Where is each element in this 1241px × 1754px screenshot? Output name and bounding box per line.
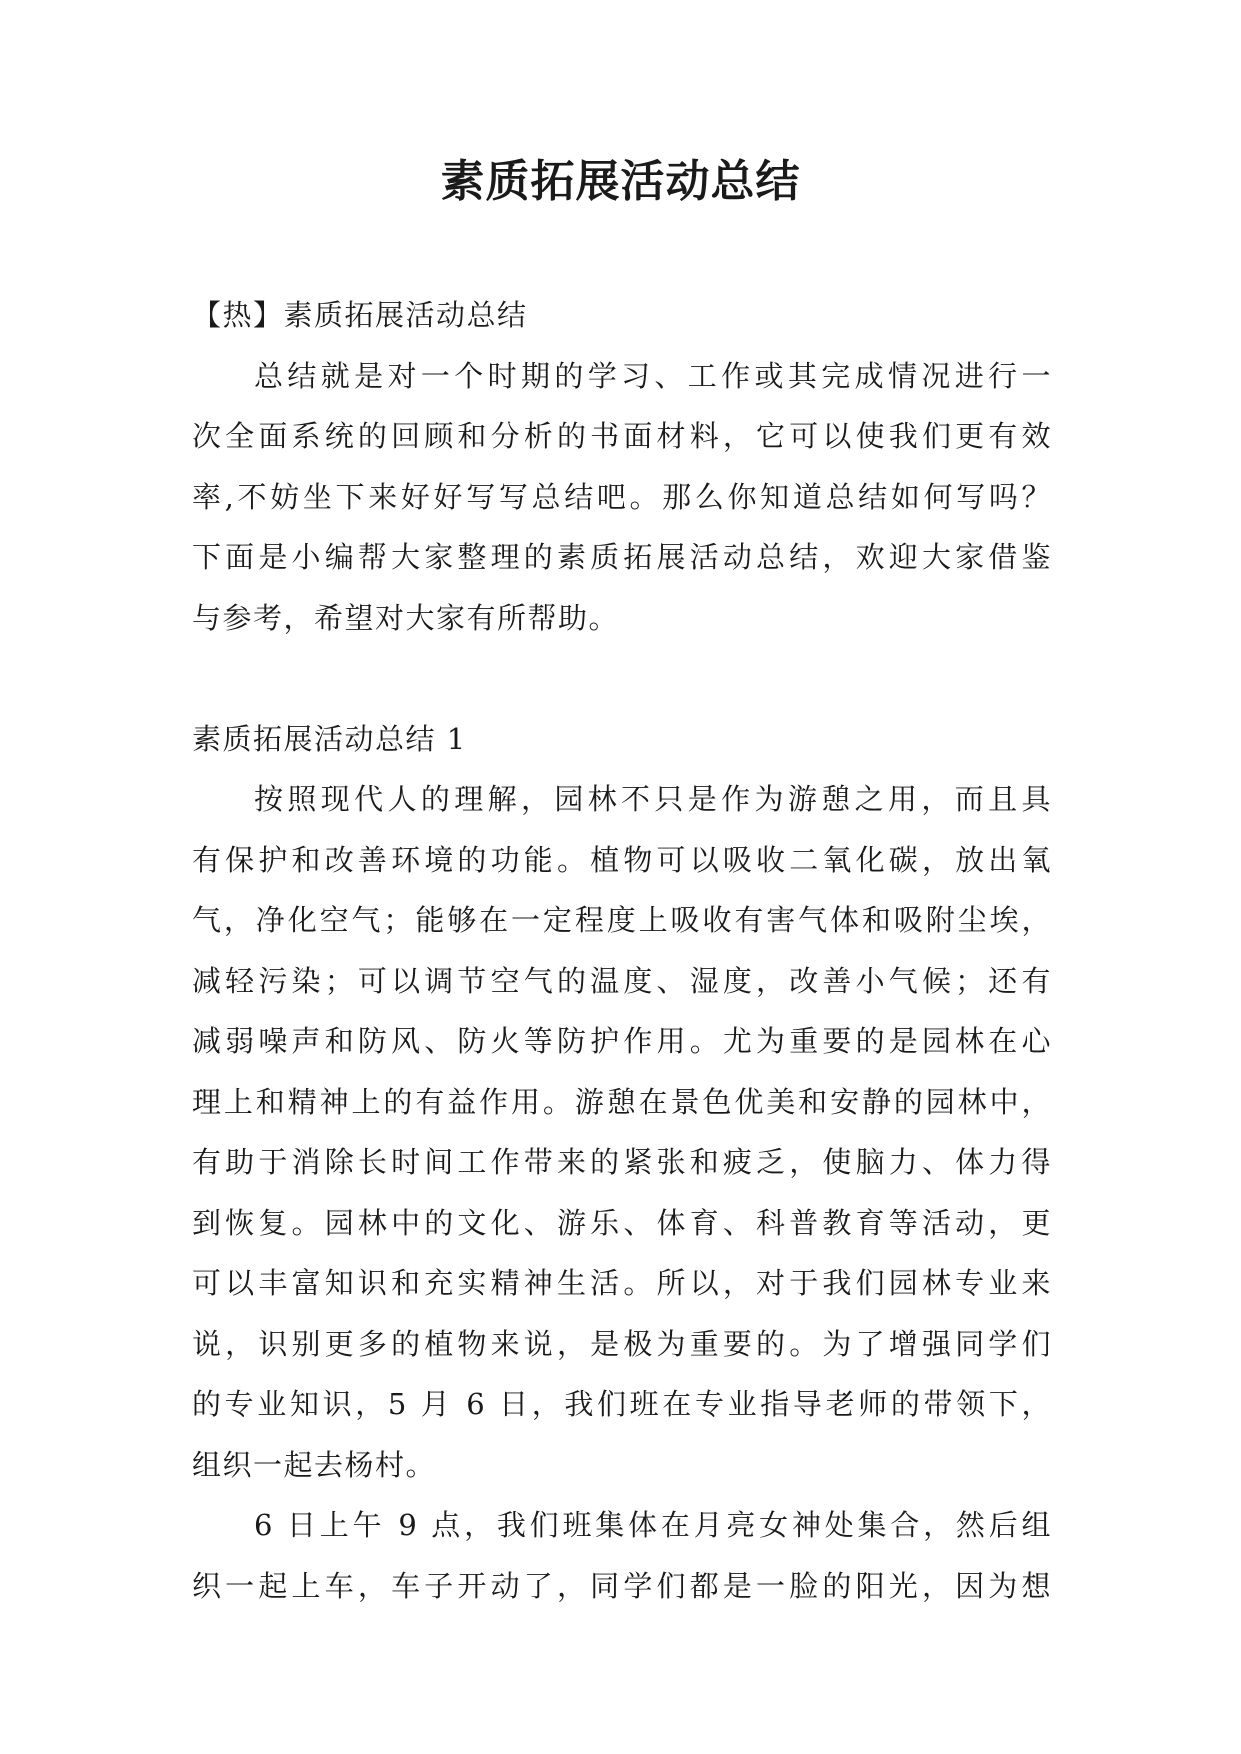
- paragraph-line: 按照现代人的理解，园林不只是作为游憩之用，而且具: [254, 782, 1052, 816]
- paragraph-line: 到恢复。园林中的文化、游乐、体育、科普教育等活动，更: [192, 1205, 1052, 1240]
- paragraph-gap: [192, 648, 1052, 709]
- paragraph-line: 说，识别更多的植物来说，是极为重要的。为了增强同学们: [192, 1326, 1052, 1361]
- paragraph-line: 与参考，希望对大家有所帮助。: [192, 600, 620, 635]
- paragraph-line: 减轻污染；可以调节空气的温度、湿度，改善小气候；还有: [192, 963, 1052, 998]
- paragraph-line: 次全面系统的回顾和分析的书面材料，它可以使我们更有效: [192, 419, 1052, 453]
- paragraph-line: 率,不妨坐下来好好写写总结吧。那么你知道总结如何写吗？: [192, 479, 1052, 514]
- paragraph-line: 下面是小编帮大家整理的素质拓展活动总结，欢迎大家借鉴: [192, 540, 1052, 574]
- paragraph-line: 气，净化空气；能够在一定程度上吸收有害气体和吸附尘埃，: [192, 903, 1052, 937]
- paragraph-line: 理上和精神上的有益作用。游憩在景色优美和安静的园林中，: [192, 1084, 1052, 1119]
- paragraph-line: 的专业知识，5 月 6 日，我们班在专业指导老师的带领下，: [192, 1387, 1052, 1421]
- document-body: [192, 285, 1052, 1616]
- paragraph-line: 可以丰富知识和充实精神生活。所以，对于我们园林专业来: [192, 1266, 1052, 1300]
- paragraph-line: 组织一起去杨村。: [192, 1447, 437, 1482]
- document-title: 素质拓展活动总结: [440, 156, 801, 207]
- paragraph-line: 有助于消除长时间工作带来的紧张和疲乏，使脑力、体力得: [192, 1145, 1052, 1179]
- paragraph-line: 6 日上午 9 点，我们班集体在月亮女神处集合，然后组: [254, 1508, 1052, 1542]
- intro-heading: 【热】素质拓展活动总结: [192, 298, 528, 332]
- paragraph-line: 总结就是对一个时期的学习、工作或其完成情况进行一: [254, 358, 1052, 393]
- paragraph-line: 有保护和改善环境的功能。植物可以吸收二氧化碳，放出氧: [192, 842, 1052, 877]
- paragraph-line: 减弱噪声和防风、防火等防护作用。尤为重要的是园林在心: [192, 1024, 1052, 1058]
- section-heading: 素质拓展活动总结 1: [192, 721, 467, 756]
- paragraph-line: 织一起上车，车子开动了，同学们都是一脸的阳光，因为想: [192, 1568, 1052, 1603]
